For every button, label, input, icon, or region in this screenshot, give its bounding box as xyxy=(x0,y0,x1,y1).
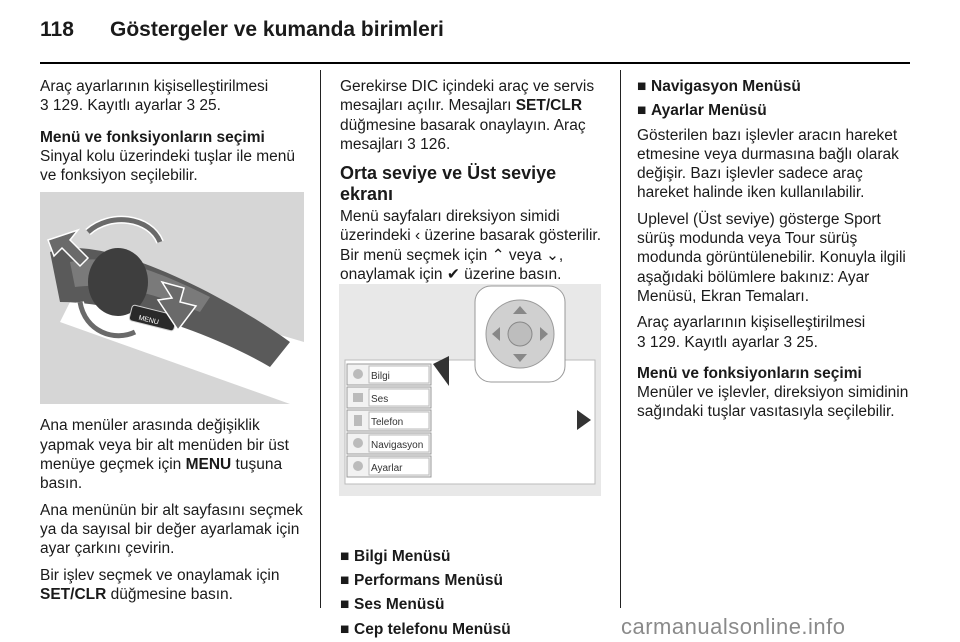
paragraph xyxy=(40,416,310,493)
paragraph: Ana menünün bir alt sayfasını seçmek ya da sayısal bir değer ayarlamak için ayar çarkını çevirin. xyxy=(40,501,303,558)
paragraph: Menü sayfaları direksiyon simidi üzerindeki ‹ üzerine basarak gösterilir. Bir menü seçmek için ⌃ veya ⌄, onaylamak için ✔ üzerine basın. xyxy=(340,208,602,284)
menu-item-ayarlar: Ayarlar xyxy=(371,463,403,474)
watermark: carmanualsonline.info xyxy=(621,614,846,639)
list-item: ■ Navigasyon Menüsü xyxy=(637,78,801,95)
column-3 xyxy=(637,77,912,429)
paragraph xyxy=(637,364,912,422)
list-item: ■ Ses Menüsü xyxy=(340,596,445,614)
page-number: 118 xyxy=(40,18,74,41)
cross-ref-title: Araç ayarlarının kişiselleştirilmesi xyxy=(637,314,866,332)
page-title: Göstergeler ve kumanda birimleri xyxy=(110,18,444,41)
menu-item-ses: Ses xyxy=(371,394,389,405)
menu-list xyxy=(347,364,431,477)
paragraph xyxy=(637,313,912,352)
list-item: ■ Ayarlar Menüsü xyxy=(637,102,767,120)
body-text: düğmesine basın. xyxy=(106,585,233,603)
body-text: Menüler ve işlevler, direksiyon simidinin sağındaki tuşlar vasıtasıyla seçilebilir. xyxy=(637,384,909,421)
header-rule xyxy=(40,62,910,64)
menu-display-figure xyxy=(339,284,601,496)
body-text: Bir işlev seçmek ve onaylamak için xyxy=(40,566,280,584)
list-item: ■ Bilgi Menüsü xyxy=(340,547,451,565)
cross-ref-pages: 3 129. Kayıtlı ayarlar 3 25. xyxy=(637,333,818,351)
menu-button-label: MENU xyxy=(137,314,160,327)
body-text: tuşuna basın. xyxy=(40,456,283,493)
menu-key: MENU xyxy=(185,456,232,474)
paragraph: Gösterilen bazı işlevler aracın hareket etmesine veya durmasına bağlı olarak değişir. Bazı işlevler sadece araç hareket halinde iken kullanılabilir. xyxy=(637,126,899,202)
set-clr-key: SET/CLR xyxy=(40,585,107,603)
cross-ref-pages: 3 129. Kayıtlı ayarlar 3 25. xyxy=(40,97,221,115)
body-text: Sinyal kolu üzerindeki tuşlar ile menü ve fonksiyon seçilebilir. xyxy=(40,147,296,185)
section-heading: Menü ve fonksiyonların seçimi xyxy=(40,128,265,146)
column-divider xyxy=(620,70,621,608)
list-item: ■ Performans Menüsü xyxy=(340,571,504,589)
body-text: Ana menüler arasında değişiklik yapmak veya bir alt menüden bir üst menüye geçmek için xyxy=(40,417,289,474)
paragraph xyxy=(40,128,310,186)
list-item: ■ Cep telefonu Menüsü xyxy=(340,620,511,638)
set-clr-key: SET/CLR xyxy=(515,97,583,115)
menu-item-bilgi: Bilgi xyxy=(371,371,390,382)
section-heading: Menü ve fonksiyonların seçimi xyxy=(637,364,862,382)
body-text: düğmesine basarak onaylayın. Araç mesajları 3 126. xyxy=(340,116,586,153)
paragraph xyxy=(40,566,310,605)
column-divider xyxy=(320,70,321,608)
page-header xyxy=(40,18,444,42)
body-text: Gerekirse DIC içindeki araç ve servis mesajları açılır. Mesajları xyxy=(340,78,595,115)
paragraph xyxy=(340,77,610,154)
paragraph xyxy=(40,77,310,116)
paragraph: Uplevel (Üst seviye) gösterge Sport sürüş modunda veya Tour sürüş modunda görüntülenebilir. Konuyla ilgili aşağıdaki bölümlere bakınız: Ayar Menüsü, Ekran Temaları. xyxy=(637,210,906,305)
stalk-figure xyxy=(40,192,304,404)
cross-ref-title: Araç ayarlarının kişiselleştirilmesi xyxy=(40,78,269,95)
section-heading: Orta seviye ve Üst seviye ekranı xyxy=(340,163,557,205)
menu-item-telefon: Telefon xyxy=(371,417,404,428)
menu-item-navigasyon: Navigasyon xyxy=(371,440,424,451)
